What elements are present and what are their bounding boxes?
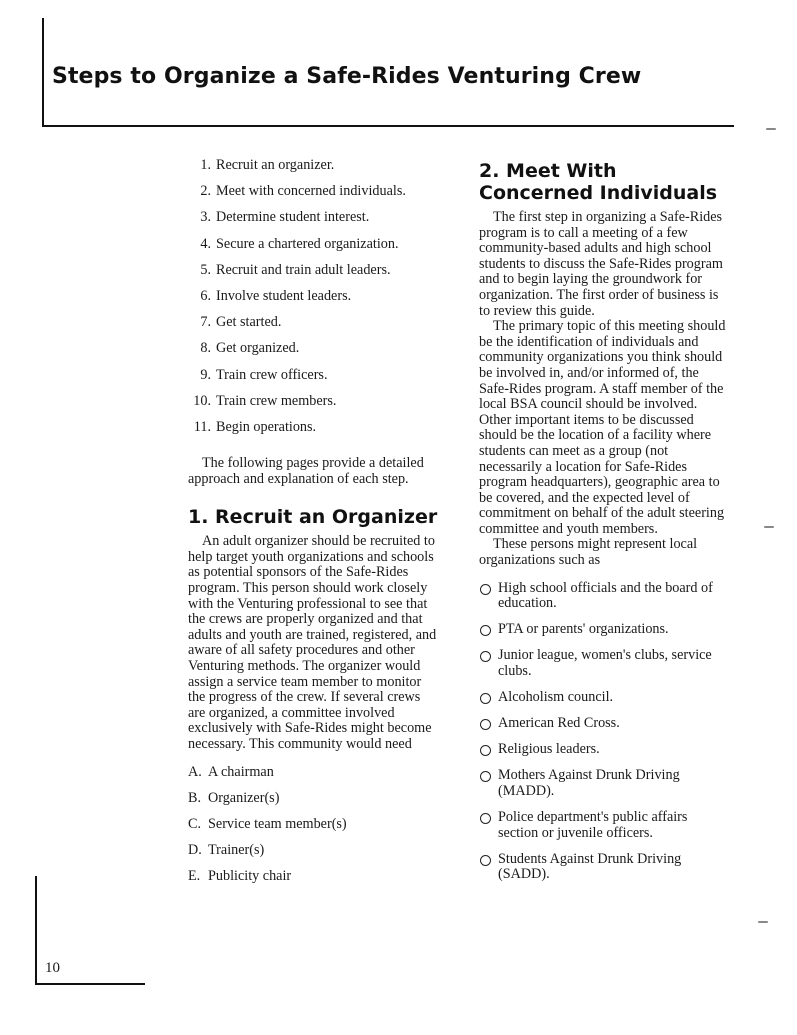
organization-item: Junior league, women's clubs, service clubs. [479, 648, 731, 679]
committee-item: C. Service team member(s) [188, 815, 347, 832]
circle-bullet-icon [480, 855, 491, 866]
circle-bullet-icon [480, 651, 491, 662]
section-heading-recruit-organizer: 1. Recruit an Organizer [188, 506, 438, 529]
header-vertical-rule [42, 18, 44, 126]
committee-item: A. A chairman [188, 763, 274, 780]
scan-mark [758, 921, 768, 923]
page-number: 10 [45, 960, 60, 976]
organization-item: Mothers Against Drunk Driving (MADD). [479, 768, 731, 799]
organization-item: Police department's public affairs section or juvenile officers. [479, 810, 731, 841]
organization-item: Alcoholism council. [479, 690, 731, 706]
scan-mark [766, 128, 776, 130]
circle-bullet-icon [480, 584, 491, 595]
step-item: 4. Secure a chartered organization. [200, 235, 399, 252]
step-item: 11. Begin operations. [193, 418, 317, 435]
intro-paragraph: The following pages provide a detailed approach and explanation of each step. [188, 455, 424, 487]
section1-body: An adult organizer should be recruited to help target youth organizations and schools as potential sponsors of the Safe-Rides program. This person should work closely with the Venturing professional to see that the crews are properly organized and that adults and youth are trained, registered, and aware of all safety procedures and other Venturing methods. The organizer would assign a service team member to monitor the progress of the crew. If several crews are organized, a committee involved exclusively with Safe-Rides might become necessary. This community would need [188, 533, 437, 752]
organization-item: Religious leaders. [479, 742, 731, 758]
header-horizontal-rule [42, 125, 734, 127]
step-item: 2. Meet with concerned individuals. [200, 183, 406, 200]
committee-item: D. Trainer(s) [188, 841, 265, 858]
step-item: 7. Get started. [200, 314, 282, 331]
circle-bullet-icon [480, 771, 491, 782]
step-item: 9. Train crew officers. [200, 366, 328, 383]
right-column [479, 160, 731, 893]
organizations-list [479, 581, 731, 883]
scan-mark [764, 526, 774, 528]
step-item: 3. Determine student interest. [200, 209, 370, 226]
page-title: Steps to Organize a Safe-Rides Venturing Crew [52, 64, 642, 89]
circle-bullet-icon [480, 693, 491, 704]
section2-paragraph: The primary topic of this meeting should be the identification of individuals and community organizations you think should be involved in, and/or informed of, the Safe-Rides program. A staff member of the local BSA council should be involved. Other important items to be discussed should be the location of a facility where students can meet as a group (not necessarily a location for Safe-Rides program headquarters), geographic area to be covered, and the expected level of commitment on behalf of the adult steering committee and youth members. [479, 318, 726, 537]
committee-item: B. Organizer(s) [188, 789, 280, 806]
step-item: 6. Involve student leaders. [200, 287, 352, 304]
organization-item: PTA or parents' organizations. [479, 622, 731, 638]
circle-bullet-icon [480, 719, 491, 730]
committee-list [188, 765, 440, 895]
steps-list [188, 158, 440, 446]
circle-bullet-icon [480, 745, 491, 756]
organization-item: American Red Cross. [479, 716, 731, 732]
step-item: 1. Recruit an organizer. [200, 157, 335, 173]
left-column [188, 158, 440, 895]
committee-item: E. Publicity chair [188, 867, 292, 884]
step-item: 5. Recruit and train adult leaders. [200, 261, 391, 278]
circle-bullet-icon [480, 813, 491, 824]
step-item: 8. Get organized. [200, 340, 300, 357]
organization-item: Students Against Drunk Driving (SADD). [479, 852, 731, 883]
section-heading-meet-individuals: 2. Meet With Concerned Individuals [479, 160, 718, 204]
footer-horizontal-rule [35, 983, 145, 985]
footer-vertical-rule [35, 876, 37, 984]
section2-paragraph: The first step in organizing a Safe-Rides program is to call a meeting of a few community-based adults and high school students to discuss the Safe-Rides program and to begin laying the groundwork for organization. The first order of business is to review this guide. [479, 209, 723, 319]
organization-item: High school officials and the board of education. [479, 581, 731, 612]
step-item: 10. Train crew members. [193, 392, 337, 409]
circle-bullet-icon [480, 625, 491, 636]
section2-paragraph: These persons might represent local organizations such as [479, 536, 698, 569]
